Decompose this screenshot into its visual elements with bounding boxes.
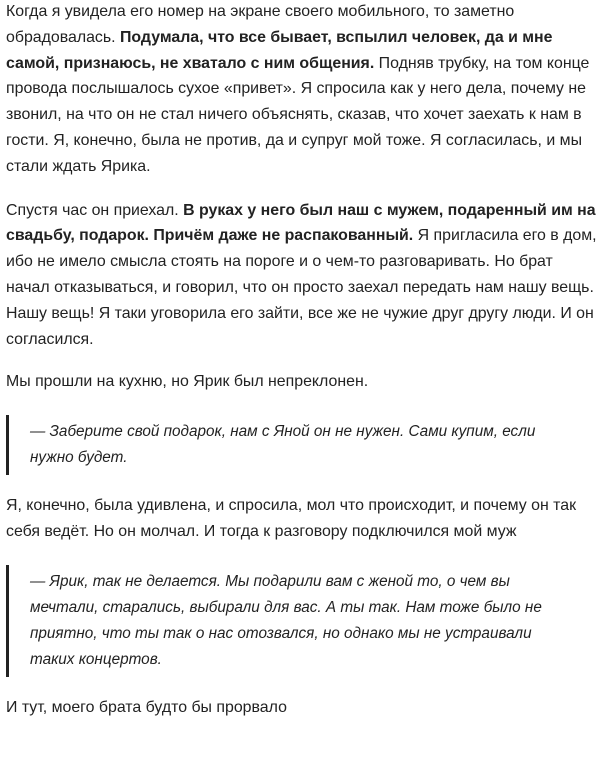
paragraph-2-text-b: Я пригласила его в дом, ибо не имело смысла стоять на пороге и о чем-то разговаривать. Но брат начал отказываться, и говорил, что он просто заехал передать нам нашу вещь. Нашу вещь! Я таки уговорила его зайти, все же не чужие друг другу люди. И он согласился.	[6, 227, 597, 348]
paragraph-2-text-a: Спустя час он приехал.	[6, 201, 184, 219]
paragraph-1	[6, 0, 598, 180]
paragraph-2	[6, 198, 598, 353]
blockquote-2: — Ярик, так не делается. Мы подарили вам с женой то, о чем вы мечтали, старались, выбирали для вас. А ты так. Нам тоже было не приятно, что ты так о нас отозвался, но однако мы не устраивали таких концертов.	[6, 565, 598, 676]
blockquote-1: — Заберите свой подарок, нам с Яной он не нужен. Сами купим, если нужно будет.	[6, 415, 598, 475]
paragraph-4: Я, конечно, была удивлена, и спросила, мол что происходит, и почему он так себя ведёт. Но он молчал. И тогда к разговору подключился мой муж	[6, 496, 577, 540]
paragraph-2-bold: В руках у него был наш с мужем, подаренный им на свадьбу, подарок. Причём даже не распакованный.	[6, 201, 596, 245]
paragraph-1-text-b: Подняв трубку, на том конце провода послышалось сухое «привет». Я спросила как у него дела, почему не звонил, на что он не стал ничего объяснять, сказав, что хочет заехать к нам в гости. Я, конечно, была не против, да и супруг мой тоже. Я согласилась, и мы стали ждать Ярика.	[6, 54, 590, 175]
paragraph-3: Мы прошли на кухню, но Ярик был непреклонен.	[6, 373, 369, 391]
paragraph-1-text-a: Когда я увидела его номер на экране своего мобильного, то заметно обрадовалась.	[6, 3, 515, 46]
paragraph-5: И тут, моего брата будто бы прорвало	[6, 698, 287, 716]
paragraph-1-bold: Подумала, что все бывает, вспылил человек, да и мне самой, признаюсь, не хватало с ним общения.	[6, 28, 553, 72]
